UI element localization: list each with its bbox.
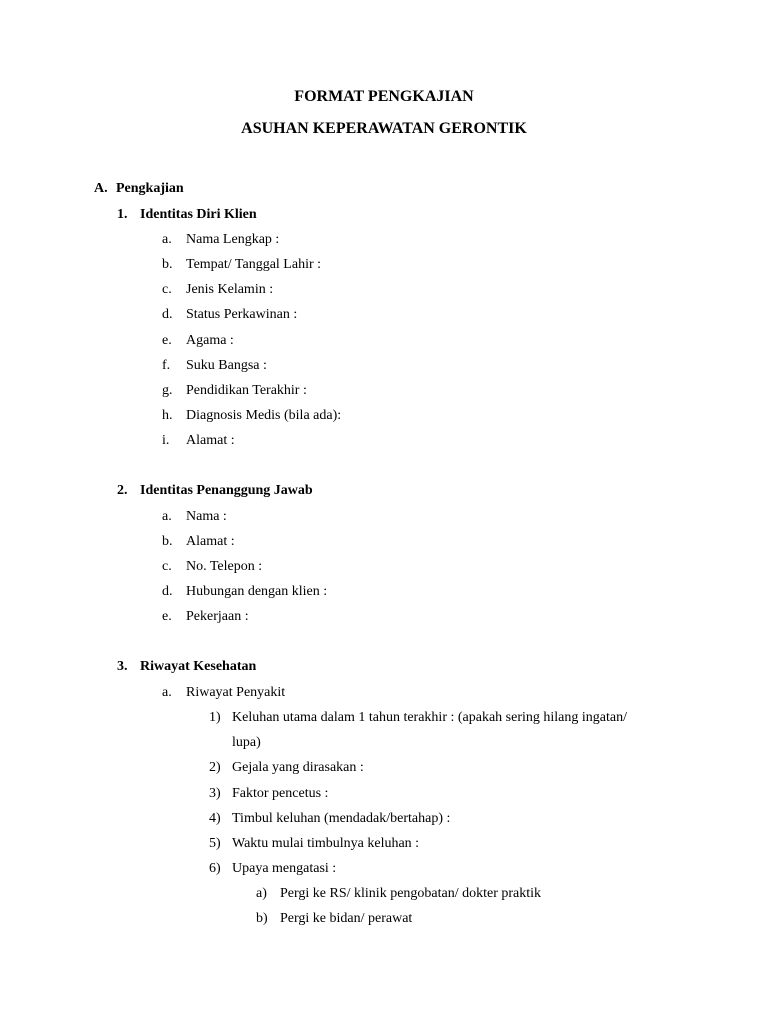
point-text: Waktu mulai timbulnya keluhan : xyxy=(232,836,420,851)
subsection-label: Riwayat Kesehatan xyxy=(140,659,257,674)
point-marker: 3) xyxy=(209,786,221,801)
point-marker: 4) xyxy=(209,811,221,826)
item-marker: c. xyxy=(162,282,172,297)
item-text: Jenis Kelamin : xyxy=(186,282,274,297)
subsection-label: Identitas Penanggung Jawab xyxy=(140,483,313,498)
item-marker: h. xyxy=(162,408,173,423)
item-marker: d. xyxy=(162,584,173,599)
subsection-marker: 3. xyxy=(117,659,128,674)
item-text: No. Telepon : xyxy=(186,559,263,574)
subpoint-text: Pergi ke RS/ klinik pengobatan/ dokter praktik xyxy=(280,886,542,901)
subpoint-text: Pergi ke bidan/ perawat xyxy=(280,911,413,926)
item-marker: b. xyxy=(162,534,173,549)
item-text: Alamat : xyxy=(186,433,235,448)
item-text: Nama Lengkap : xyxy=(186,232,280,247)
point-marker: 6) xyxy=(209,861,221,876)
subpoint-marker: b) xyxy=(256,911,268,926)
point-marker: 2) xyxy=(209,760,221,775)
point-marker: 1) xyxy=(209,710,221,725)
item-marker: f. xyxy=(162,358,171,373)
item-text: Riwayat Penyakit xyxy=(186,685,286,700)
item-text: Tempat/ Tanggal Lahir : xyxy=(186,257,322,272)
subsection-marker: 1. xyxy=(117,207,128,222)
point-text: Keluhan utama dalam 1 tahun terakhir : (apakah sering hilang ingatan/ xyxy=(232,710,627,725)
item-marker: e. xyxy=(162,609,172,624)
point-marker: 5) xyxy=(209,836,221,851)
point-text: Timbul keluhan (mendadak/bertahap) : xyxy=(232,811,451,826)
point-text: Gejala yang dirasakan : xyxy=(232,760,364,775)
item-text: Status Perkawinan : xyxy=(186,307,298,322)
item-text: Nama : xyxy=(186,509,227,524)
item-marker: g. xyxy=(162,383,173,398)
document-title-line-2: ASUHAN KEPERAWATAN GERONTIK xyxy=(241,120,527,137)
document-title-line-1: FORMAT PENGKAJIAN xyxy=(294,88,474,105)
item-marker: b. xyxy=(162,257,173,272)
point-text: Upaya mengatasi : xyxy=(232,861,337,876)
item-text: Suku Bangsa : xyxy=(186,358,267,373)
item-marker: a. xyxy=(162,232,172,247)
item-text: Pekerjaan : xyxy=(186,609,249,624)
item-marker: i. xyxy=(162,433,170,448)
subsection-label: Identitas Diri Klien xyxy=(140,207,257,222)
point-text-continuation: lupa) xyxy=(232,735,261,750)
section-label: Pengkajian xyxy=(116,181,184,196)
point-text: Faktor pencetus : xyxy=(232,786,329,801)
item-text: Alamat : xyxy=(186,534,235,549)
item-marker: a. xyxy=(162,509,172,524)
item-text: Hubungan dengan klien : xyxy=(186,584,328,599)
item-marker: c. xyxy=(162,559,172,574)
item-text: Agama : xyxy=(186,333,234,348)
item-marker: e. xyxy=(162,333,172,348)
item-text: Pendidikan Terakhir : xyxy=(186,383,307,398)
item-marker: d. xyxy=(162,307,173,322)
subsection-marker: 2. xyxy=(117,483,128,498)
item-marker: a. xyxy=(162,685,172,700)
section-marker: A. xyxy=(94,181,108,196)
item-text: Diagnosis Medis (bila ada): xyxy=(186,408,342,423)
subpoint-marker: a) xyxy=(256,886,267,901)
